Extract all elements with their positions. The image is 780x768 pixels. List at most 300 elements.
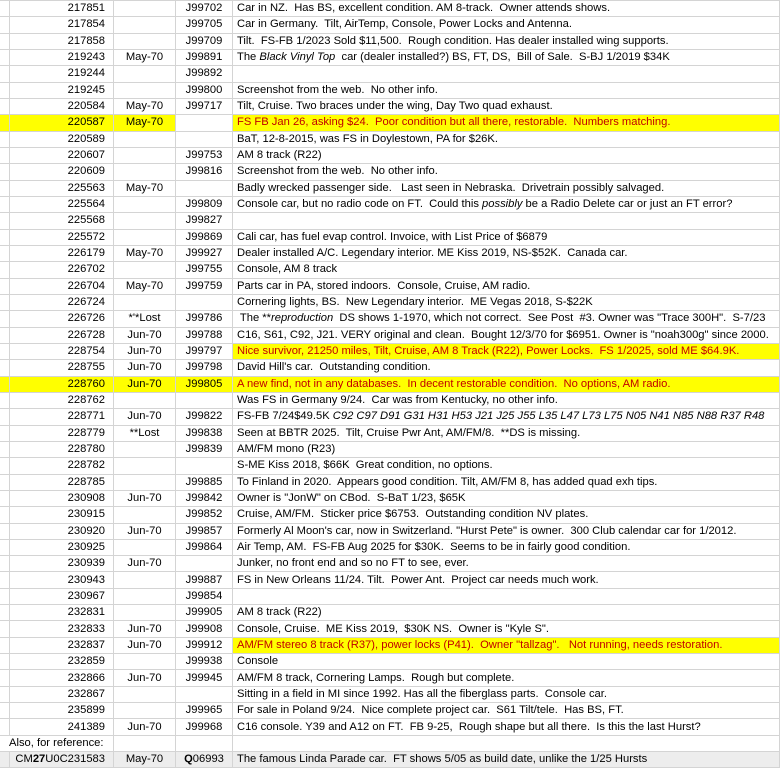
description-cell[interactable] (233, 99, 780, 115)
serial-cell[interactable] (10, 393, 114, 409)
row-margin-cell[interactable] (0, 719, 10, 735)
cell-text: Jun-70 (127, 638, 162, 651)
code-cell[interactable] (176, 181, 233, 197)
cell-text: Formerly Al Moon's car, now in Switzerland. "Hurst Pete" is owner. 300 Club calendar car for 1/2012. (237, 524, 737, 537)
serial-cell[interactable] (10, 230, 114, 246)
cell-text: Screenshot from the web. No other info. (237, 165, 438, 178)
code-cell[interactable] (176, 148, 233, 164)
serial-cell[interactable] (10, 295, 114, 311)
cell-text: J99798 (185, 361, 223, 374)
cell-text: A new find, not in any databases. In decent restorable condition. No options, AM radio. (237, 377, 671, 390)
cell-text-segment: car (dealer installed?) BS, FT, DS, Bill of Sale. S-BJ 1/2019 $34K (335, 51, 670, 64)
code-cell[interactable] (176, 556, 233, 572)
row-margin-cell[interactable] (0, 50, 10, 66)
serial-cell[interactable] (10, 50, 114, 66)
date-cell[interactable] (114, 1, 176, 17)
row-margin-cell[interactable] (0, 164, 10, 180)
description-cell[interactable] (233, 703, 780, 719)
cell-text: J99968 (185, 720, 223, 733)
code-cell[interactable] (176, 605, 233, 621)
serial-cell[interactable] (10, 491, 114, 507)
table-row (0, 66, 780, 82)
cell-text: J99788 (185, 328, 223, 341)
code-cell[interactable] (176, 246, 233, 262)
cell-text: J99854 (185, 589, 223, 602)
date-cell[interactable] (114, 507, 176, 523)
row-margin-cell[interactable] (0, 1, 10, 17)
serial-cell[interactable] (10, 279, 114, 295)
row-margin-cell[interactable] (0, 213, 10, 229)
table-row (0, 50, 780, 66)
description-cell[interactable] (233, 311, 780, 327)
code-cell[interactable] (176, 328, 233, 344)
cell-text: J99797 (185, 344, 223, 357)
serial-cell[interactable] (10, 311, 114, 327)
code-cell[interactable] (176, 458, 233, 474)
cell-text: J99864 (185, 540, 223, 553)
date-cell[interactable] (114, 295, 176, 311)
row-margin-cell[interactable] (0, 246, 10, 262)
cell-text-segment: reproduction (271, 312, 334, 325)
date-cell[interactable] (114, 262, 176, 278)
description-cell[interactable] (233, 458, 780, 474)
date-cell[interactable] (114, 164, 176, 180)
cell-text: Jun-70 (127, 410, 162, 423)
code-cell[interactable] (176, 752, 233, 768)
description-cell[interactable] (233, 507, 780, 523)
date-cell[interactable] (114, 621, 176, 637)
cell-text: Cali car, has fuel evap control. Invoice, with List Price of $6879 (237, 230, 548, 243)
serial-cell[interactable] (10, 164, 114, 180)
date-cell[interactable] (114, 393, 176, 409)
code-cell[interactable] (176, 426, 233, 442)
serial-cell[interactable] (10, 99, 114, 115)
description-cell[interactable] (233, 393, 780, 409)
code-cell[interactable] (176, 99, 233, 115)
row-margin-cell[interactable] (0, 311, 10, 327)
code-cell[interactable] (176, 377, 233, 393)
date-cell[interactable] (114, 328, 176, 344)
code-cell[interactable] (176, 197, 233, 213)
code-cell[interactable] (176, 311, 233, 327)
description-cell[interactable] (233, 556, 780, 572)
row-margin-cell[interactable] (0, 654, 10, 670)
table-row (0, 524, 780, 540)
row-margin-cell[interactable] (0, 589, 10, 605)
date-cell[interactable] (114, 230, 176, 246)
table-row (0, 83, 780, 99)
description-cell[interactable] (233, 360, 780, 376)
row-margin-cell[interactable] (0, 475, 10, 491)
cell-text-segment: CM (15, 753, 33, 766)
description-cell[interactable] (233, 279, 780, 295)
date-cell[interactable] (114, 572, 176, 588)
serial-cell[interactable] (10, 181, 114, 197)
row-margin-cell[interactable] (0, 491, 10, 507)
cell-text: 228779 (67, 426, 105, 439)
row-margin-cell[interactable] (0, 262, 10, 278)
serial-cell[interactable] (10, 426, 114, 442)
date-cell[interactable] (114, 589, 176, 605)
code-cell[interactable] (176, 1, 233, 17)
code-cell[interactable] (176, 475, 233, 491)
cell-text: 226724 (67, 295, 105, 308)
serial-cell[interactable] (10, 654, 114, 670)
note-cell[interactable] (0, 736, 114, 752)
date-cell[interactable] (114, 50, 176, 66)
code-cell[interactable] (176, 230, 233, 246)
code-cell[interactable] (176, 66, 233, 82)
description-cell[interactable] (233, 328, 780, 344)
cell-text: 220589 (67, 132, 105, 145)
serial-cell[interactable] (10, 360, 114, 376)
serial-cell[interactable] (10, 719, 114, 735)
code-cell[interactable] (176, 344, 233, 360)
serial-cell[interactable] (10, 540, 114, 556)
cell-text-segment: possibly (482, 198, 523, 210)
cell-text: Nice survivor, 21250 miles, Tilt, Cruise, AM 8 Track (R22), Power Locks. FS 1/2025, sold ME $64.9K. (237, 344, 740, 357)
table-row (0, 491, 780, 507)
row-margin-cell[interactable] (0, 295, 10, 311)
row-margin-cell[interactable] (0, 556, 10, 572)
code-cell[interactable] (176, 654, 233, 670)
row-margin-cell[interactable] (0, 540, 10, 556)
cell-text: J99805 (185, 377, 223, 390)
row-margin-cell[interactable] (0, 99, 10, 115)
row-margin-cell[interactable] (0, 279, 10, 295)
cell-text: Badly wrecked passenger side. Last seen in Nebraska. Drivetrain possibly salvaged. (237, 181, 665, 194)
row-margin-cell[interactable] (0, 377, 10, 393)
serial-cell[interactable] (10, 344, 114, 360)
serial-cell[interactable] (10, 638, 114, 654)
serial-cell[interactable] (10, 752, 114, 768)
row-margin-cell[interactable] (0, 197, 10, 213)
row-margin-cell[interactable] (0, 442, 10, 458)
description-cell[interactable] (233, 638, 780, 654)
cell-text: J99912 (185, 638, 223, 651)
code-cell[interactable] (176, 589, 233, 605)
serial-cell[interactable] (10, 524, 114, 540)
cell-text: 228754 (67, 344, 105, 357)
description-cell[interactable] (233, 719, 780, 735)
serial-cell[interactable] (10, 213, 114, 229)
description-cell[interactable] (233, 230, 780, 246)
description-cell[interactable] (233, 1, 780, 17)
row-margin-cell[interactable] (0, 148, 10, 164)
code-cell[interactable] (176, 736, 233, 752)
cell-text: 217851 (67, 2, 105, 15)
row-margin-cell[interactable] (0, 703, 10, 719)
row-margin-cell[interactable] (0, 17, 10, 33)
code-cell[interactable] (176, 213, 233, 229)
table-row (0, 654, 780, 670)
serial-cell[interactable] (10, 83, 114, 99)
serial-cell[interactable] (10, 246, 114, 262)
row-margin-cell[interactable] (0, 34, 10, 50)
cell-text: Console, Cruise. ME Kiss 2019, $30K NS. Owner is "Kyle S". (237, 622, 549, 635)
code-cell[interactable] (176, 507, 233, 523)
serial-cell[interactable] (10, 197, 114, 213)
date-cell[interactable] (114, 540, 176, 556)
code-cell[interactable] (176, 17, 233, 33)
row-margin-cell[interactable] (0, 458, 10, 474)
date-cell[interactable] (114, 246, 176, 262)
date-cell[interactable] (114, 181, 176, 197)
description-cell[interactable] (233, 148, 780, 164)
description-cell[interactable] (233, 213, 780, 229)
serial-cell[interactable] (10, 605, 114, 621)
date-cell[interactable] (114, 556, 176, 572)
cell-text: S-ME Kiss 2018, $66K Great condition, no options. (237, 459, 493, 472)
table-row (0, 736, 780, 752)
description-cell[interactable] (233, 475, 780, 491)
code-cell[interactable] (176, 164, 233, 180)
description-cell[interactable] (233, 654, 780, 670)
date-cell[interactable] (114, 409, 176, 425)
description-cell[interactable] (233, 524, 780, 540)
cell-text: Jun-70 (127, 328, 162, 341)
code-cell[interactable] (176, 687, 233, 703)
serial-cell[interactable] (10, 409, 114, 425)
serial-cell[interactable] (10, 670, 114, 686)
description-cell[interactable] (233, 605, 780, 621)
date-cell[interactable] (114, 66, 176, 82)
date-cell[interactable] (114, 360, 176, 376)
code-cell[interactable] (176, 491, 233, 507)
row-margin-cell[interactable] (0, 83, 10, 99)
date-cell[interactable] (114, 524, 176, 540)
cell-text: J99755 (185, 263, 223, 276)
serial-cell[interactable] (10, 589, 114, 605)
cell-text: AM/FM stereo 8 track (R37), power locks (P41). Owner "tallzag". Not running, needs restoration. (237, 638, 723, 651)
date-cell[interactable] (114, 670, 176, 686)
table-row (0, 99, 780, 115)
cell-text: Jun-70 (127, 344, 162, 357)
row-margin-cell[interactable] (0, 638, 10, 654)
description-cell[interactable] (233, 246, 780, 262)
date-cell[interactable] (114, 458, 176, 474)
row-margin-cell[interactable] (0, 328, 10, 344)
serial-cell[interactable] (10, 328, 114, 344)
cell-text: 219245 (67, 83, 105, 96)
code-cell[interactable] (176, 295, 233, 311)
serial-cell[interactable] (10, 34, 114, 50)
date-cell[interactable] (114, 83, 176, 99)
date-cell[interactable] (114, 132, 176, 148)
description-cell[interactable] (233, 540, 780, 556)
serial-cell[interactable] (10, 572, 114, 588)
date-cell[interactable] (114, 34, 176, 50)
code-cell[interactable] (176, 621, 233, 637)
cell-text: Jun-70 (127, 524, 162, 537)
row-margin-cell[interactable] (0, 524, 10, 540)
cell-text: J99857 (185, 524, 223, 537)
cell-text: 228785 (67, 475, 105, 488)
code-cell[interactable] (176, 262, 233, 278)
description-cell[interactable] (233, 409, 780, 425)
row-margin-cell[interactable] (0, 752, 10, 768)
description-cell[interactable] (233, 17, 780, 33)
row-margin-cell[interactable] (0, 605, 10, 621)
serial-cell[interactable] (10, 148, 114, 164)
description-cell[interactable] (233, 295, 780, 311)
description-cell[interactable] (233, 442, 780, 458)
date-cell[interactable] (114, 442, 176, 458)
description-cell[interactable] (233, 491, 780, 507)
date-cell[interactable] (114, 491, 176, 507)
table-row (0, 230, 780, 246)
code-cell[interactable] (176, 393, 233, 409)
row-margin-cell[interactable] (0, 409, 10, 425)
description-cell[interactable] (233, 34, 780, 50)
date-cell[interactable] (114, 344, 176, 360)
row-margin-cell[interactable] (0, 393, 10, 409)
description-cell[interactable] (233, 670, 780, 686)
cell-text: Seen at BBTR 2025. Tilt, Cruise Pwr Ant, AM/FM/8. **DS is missing. (237, 426, 581, 439)
serial-cell[interactable] (10, 556, 114, 572)
row-margin-cell[interactable] (0, 360, 10, 376)
date-cell[interactable] (114, 311, 176, 327)
code-cell[interactable] (176, 719, 233, 735)
description-cell[interactable] (233, 589, 780, 605)
date-cell[interactable] (114, 17, 176, 33)
serial-cell[interactable] (10, 475, 114, 491)
description-cell[interactable] (233, 752, 780, 768)
date-cell[interactable] (114, 148, 176, 164)
serial-cell[interactable] (10, 115, 114, 131)
date-cell[interactable] (114, 99, 176, 115)
code-cell[interactable] (176, 360, 233, 376)
row-margin-cell[interactable] (0, 344, 10, 360)
table-row (0, 148, 780, 164)
code-cell[interactable] (176, 279, 233, 295)
code-cell[interactable] (176, 132, 233, 148)
cell-text: Dealer installed A/C. Legendary interior. ME Kiss 2019, NS-$52K. Canada car. (237, 246, 628, 259)
table-row (0, 279, 780, 295)
code-cell[interactable] (176, 409, 233, 425)
serial-cell[interactable] (10, 442, 114, 458)
date-cell[interactable] (114, 197, 176, 213)
description-cell[interactable] (233, 164, 780, 180)
cell-text: May-70 (125, 116, 164, 129)
date-cell[interactable] (114, 475, 176, 491)
date-cell[interactable] (114, 426, 176, 442)
serial-cell[interactable] (10, 703, 114, 719)
cell-text: Jun-70 (127, 491, 162, 504)
serial-cell[interactable] (10, 132, 114, 148)
description-cell[interactable] (233, 621, 780, 637)
description-cell[interactable] (233, 50, 780, 66)
cell-text: J99885 (185, 475, 223, 488)
cell-text: 219244 (67, 67, 105, 80)
table-row (0, 344, 780, 360)
row-margin-cell[interactable] (0, 230, 10, 246)
code-cell[interactable] (176, 83, 233, 99)
code-cell[interactable] (176, 50, 233, 66)
row-margin-cell[interactable] (0, 132, 10, 148)
cell-text: Screenshot from the web. No other info. (237, 83, 438, 96)
description-cell[interactable] (233, 344, 780, 360)
date-cell[interactable] (114, 736, 176, 752)
row-margin-cell[interactable] (0, 621, 10, 637)
cell-text: FS FB Jan 26, asking $24. Poor condition but all there, restorable. Numbers matching. (237, 116, 671, 129)
row-margin-cell[interactable] (0, 572, 10, 588)
date-cell[interactable] (114, 115, 176, 131)
serial-cell[interactable] (10, 1, 114, 17)
description-cell[interactable] (233, 377, 780, 393)
description-cell[interactable] (233, 736, 780, 752)
code-cell[interactable] (176, 572, 233, 588)
row-margin-cell[interactable] (0, 181, 10, 197)
description-cell[interactable] (233, 66, 780, 82)
date-cell[interactable] (114, 279, 176, 295)
date-cell[interactable] (114, 377, 176, 393)
cell-text: For sale in Poland 9/24. Nice complete project car. S61 Tilt/tele. Has BS, FT. (237, 704, 624, 717)
row-margin-cell[interactable] (0, 115, 10, 131)
cell-text: 226728 (67, 328, 105, 341)
code-cell[interactable] (176, 115, 233, 131)
serial-cell[interactable] (10, 66, 114, 82)
row-margin-cell[interactable] (0, 687, 10, 703)
date-cell[interactable] (114, 687, 176, 703)
code-cell[interactable] (176, 703, 233, 719)
table-row (0, 17, 780, 33)
description-cell[interactable] (233, 83, 780, 99)
description-cell[interactable] (233, 687, 780, 703)
description-cell[interactable] (233, 572, 780, 588)
code-cell[interactable] (176, 524, 233, 540)
date-cell[interactable] (114, 638, 176, 654)
description-cell[interactable] (233, 132, 780, 148)
serial-cell[interactable] (10, 377, 114, 393)
serial-cell[interactable] (10, 262, 114, 278)
description-cell[interactable] (233, 262, 780, 278)
row-margin-cell[interactable] (0, 66, 10, 82)
code-cell[interactable] (176, 442, 233, 458)
table-row (0, 605, 780, 621)
cell-text: J99800 (185, 83, 223, 96)
description-cell[interactable] (233, 115, 780, 131)
cell-text: J99965 (185, 704, 223, 717)
date-cell[interactable] (114, 752, 176, 768)
cell-text: Jun-70 (127, 720, 162, 733)
row-margin-cell[interactable] (0, 426, 10, 442)
code-cell[interactable] (176, 540, 233, 556)
description-cell[interactable] (233, 197, 780, 213)
cell-text-segment: FS-FB 7/24$49.5K (237, 410, 333, 423)
cell-text: J99838 (185, 426, 223, 439)
serial-cell[interactable] (10, 687, 114, 703)
code-cell[interactable] (176, 670, 233, 686)
cell-text: 225568 (67, 214, 105, 227)
description-cell[interactable] (233, 181, 780, 197)
code-cell[interactable] (176, 34, 233, 50)
date-cell[interactable] (114, 703, 176, 719)
date-cell[interactable] (114, 605, 176, 621)
cell-text-segment: 06993 (192, 753, 224, 766)
date-cell[interactable] (114, 213, 176, 229)
serial-cell[interactable] (10, 17, 114, 33)
date-cell[interactable] (114, 654, 176, 670)
date-cell[interactable] (114, 719, 176, 735)
serial-cell[interactable] (10, 621, 114, 637)
code-cell[interactable] (176, 638, 233, 654)
description-cell[interactable] (233, 426, 780, 442)
row-margin-cell[interactable] (0, 507, 10, 523)
serial-cell[interactable] (10, 458, 114, 474)
row-margin-cell[interactable] (0, 670, 10, 686)
serial-cell[interactable] (10, 507, 114, 523)
